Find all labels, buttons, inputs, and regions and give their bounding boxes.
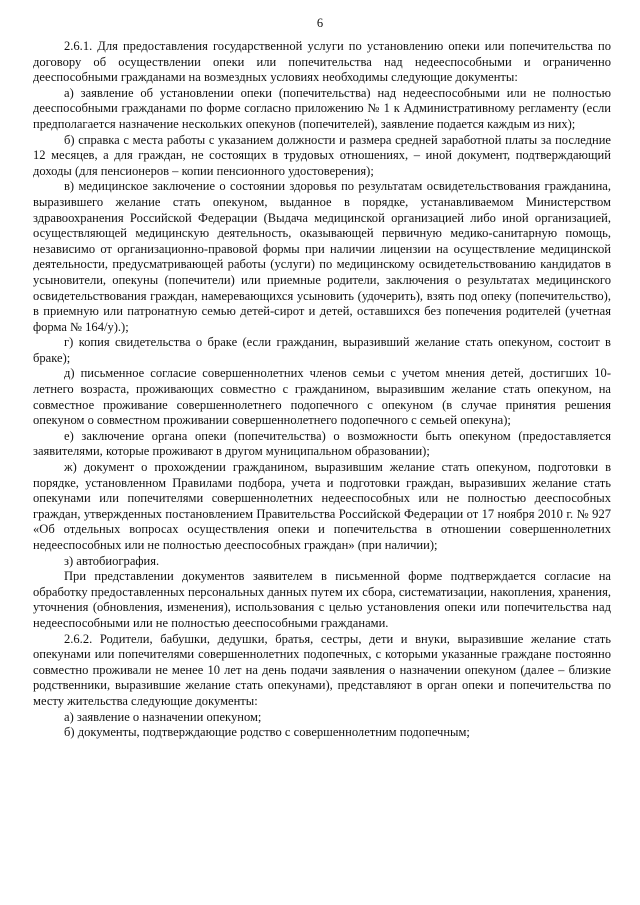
paragraph-consent: При представлении документов заявителем в письменной форме подтверждается согласие на обработку предоставленных персональных данных путем их сбора, систематизации, накопления, хранения, уточнения (обновления, изменения), использования с целью установления опеки или попечительства над недееспособными или не полностью дееспособными гражданами. xyxy=(33,569,611,630)
page-number: 6 xyxy=(316,16,324,30)
paragraph-2-6-2-item-a: а) заявление о назначении опекуном; xyxy=(64,709,262,724)
paragraph-item-g: г) копия свидетельства о браке (если гражданин, выразивший желание стать опекуном, состоит в браке); xyxy=(33,335,611,365)
document-body xyxy=(33,39,611,741)
paragraph-item-v: в) медицинское заключение о состоянии здоровья по результатам освидетельствования гражданина, выразившего желание стать опекуном, выданное в порядке, устанавливаемом Министерством здравоохранения Российской Федерации (Выдача медицинской организацией либо иной организацией, осуществляющей медицинскую деятельность, оказывающей первичную медико-санитарную помощь, независимо от организационно-правовой формы при наличии лицензии на осуществление медицинской деятельности, предусматривающей работы (услуги) по медицинскому освидетельствованию кандидатов в усыновители, опекуны (попечители) или приемные родители, заключения о результатах медицинского освидетельствования граждан, намеревающихся усыновить (удочерить), взять под опеку (попечительство), в приемную или патронатную семью детей-сирот и детей, оставшихся без попечения родителей (учетная форма № 164/у).); xyxy=(33,179,611,334)
paragraph-2-6-2: 2.6.2. Родители, бабушки, дедушки, братья, сестры, дети и внуки, выразившие желание стать опекунами или попечителями совершеннолетних подопечных, с которыми указанные граждане постоянно совместно проживали не менее 10 лет на день подачи заявления о назначении опекуном (далее – близкие родственники, выразившие желание стать опекунами), представляют в орган опеки и попечительства по месту жительства следующие документы: xyxy=(33,631,611,708)
paragraph-item-z: з) автобиография. xyxy=(64,553,160,568)
paragraph-item-b: б) справка с места работы с указанием должности и размера средней заработной платы за последние 12 месяцев, а для граждан, не состоящих в трудовых отношениях, – иной документ, подтверждающий доходы (для пенсионеров – копии пенсионного удостоверения); xyxy=(33,132,611,178)
paragraph-2-6-1: 2.6.1. Для предоставления государственной услуги по установлению опеки или попечительства по договору об осуществлении опеки или попечительства над недееспособными и ограниченно дееспособными гражданами на возмездных условиях необходимы следующие документы: xyxy=(33,39,611,85)
paragraph-2-6-2-item-b: б) документы, подтверждающие родство с совершеннолетним подопечным; xyxy=(64,725,470,740)
paragraph-item-a: а) заявление об установлении опеки (попечительства) над недееспособными или не полностью дееспособными гражданами по форме согласно приложению № 1 к Административному регламенту (если предполагается назначение нескольких опекунов (попечителей), заявление подается каждым из них); xyxy=(33,85,611,131)
paragraph-item-e: е) заключение органа опеки (попечительства) о возможности быть опекуном (предоставляется заявителями, которые проживают в другом муниципальном образовании); xyxy=(33,428,611,459)
paragraph-item-d: д) письменное согласие совершеннолетних членов семьи с учетом мнения детей, достигших 10-летнего возраста, проживающих совместно с гражданином, выразившим желание стать опекуном, на совместное проживание совершеннолетнего подопечного с опекуном (в случае принятия решения опекуном о совместном проживании совершеннолетнего подопечного с семьей опекуна); xyxy=(33,366,611,428)
paragraph-item-zh: ж) документ о прохождении гражданином, выразившим желание стать опекуном, подготовки в порядке, установленном Правилами подбора, учета и подготовки граждан, выразивших желание стать опекунами или попечителями совершеннолетних недееспособных или не полностью дееспособных граждан, утвержденных постановлением Правительства Российской Федерации от 17 ноября 2010 г. № 927 «Об отдельных вопросах осуществления опеки и попечительства в отношении совершеннолетних недееспособных или не полностью дееспособных граждан» (при наличии); xyxy=(33,460,611,552)
